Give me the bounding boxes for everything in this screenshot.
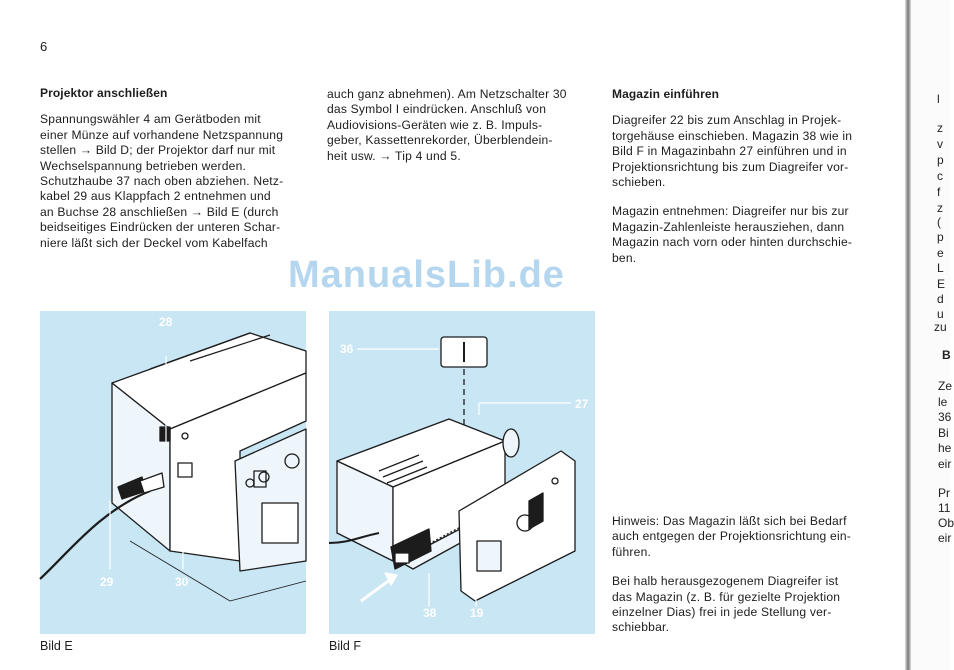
text-line: Magazin-Zahlenleiste herausziehen, dann: [612, 219, 845, 234]
text-line: Bei halb herausgezogenem Diagreifer ist: [612, 574, 839, 589]
text-line: führen.: [612, 544, 652, 559]
section-heading-projektor: Projektor anschließen: [40, 86, 168, 100]
next-page-fragment: L: [937, 261, 944, 275]
figure-f-label-c: 38: [423, 606, 437, 620]
text-line: das Symbol I eindrücken. Anschluß von: [327, 102, 547, 117]
next-page-fragment: f: [937, 185, 941, 199]
text-line: schieben.: [612, 175, 666, 190]
text-line: einer Münze auf vorhandene Netzspannung: [40, 127, 284, 142]
next-page-fragment: le: [938, 395, 948, 409]
text-line: torgehäuse einschieben. Magazin 38 wie in: [612, 128, 853, 143]
next-page-fragment: Pr: [938, 486, 950, 500]
column-3-lower: [612, 514, 880, 636]
page-number: 6: [40, 39, 48, 54]
paragraph-hinweis: [612, 514, 880, 560]
next-page-fragment: 36: [938, 410, 952, 424]
text-line: niere läßt sich der Deckel vom Kabelfach: [40, 235, 268, 250]
next-page-fragment: c: [937, 169, 943, 183]
next-page-fragment: v: [937, 137, 943, 151]
paragraph-diagreifer: [612, 574, 880, 636]
text-line: Hinweis: Das Magazin läßt sich bei Bedarf: [612, 514, 847, 528]
column-1-paragraph: [40, 112, 306, 251]
next-page-fragment: u: [937, 307, 944, 321]
figure-e-label-a: 28: [159, 315, 173, 329]
text-line: Audiovisions-Geräten wie z. B. Impuls-: [327, 117, 543, 132]
figure-f-label-d: 19: [470, 606, 484, 620]
figure-e-label-b: 29: [100, 575, 114, 589]
next-page-fragment: z: [937, 201, 943, 215]
watermark: ManualsLib.de: [288, 254, 565, 296]
column-2: [327, 87, 593, 164]
next-page-fragment: eir: [938, 457, 952, 471]
text-line: das Magazin (z. B. für gezielte Projektion: [612, 589, 841, 604]
text-line: einzelner Dias) frei in jede Stellung ver-: [612, 605, 832, 620]
next-page-fragment: Ze: [938, 379, 953, 393]
next-page-fragment: p: [937, 153, 944, 167]
figure-f-label-b: 27: [575, 397, 589, 411]
figure-f-illustration: [329, 311, 595, 634]
text-line: Magazin entnehmen: Diagreifer nur bis zur: [612, 204, 849, 219]
next-page-fragment: eir: [938, 531, 952, 545]
paragraph-einfuehren: [612, 113, 880, 190]
next-page-fragment: Bi: [938, 426, 949, 440]
next-page-fragment: B: [942, 348, 951, 362]
figure-e-label-c: 30: [175, 575, 189, 589]
text-line: kabel 29 aus Klappfach 2 entnehmen und: [40, 189, 271, 204]
text-line: Magazin nach vorn oder hinten durchschie-: [612, 235, 853, 250]
text-line: Schutzhaube 37 nach oben abziehen. Netz-: [40, 174, 284, 189]
next-page-fragment: zu: [934, 320, 947, 334]
next-page-fragment: e: [937, 246, 944, 260]
column-3: [612, 87, 880, 266]
text-line: ben.: [612, 250, 637, 265]
next-page-fragment: E: [937, 277, 946, 291]
next-page-fragment: 11: [938, 501, 951, 515]
text-line: schiebbar.: [612, 620, 670, 635]
text-line: auch ganz abnehmen). Am Netzschalter 30: [327, 87, 567, 101]
text-line: beidseitiges Eindrücken der unteren Schar-: [40, 220, 281, 235]
text-line: auch entgegen der Projektionsrichtung ein-: [612, 529, 852, 544]
next-page-fragment: (: [937, 215, 941, 229]
text-line: Bild F in Magazinbahn 27 einführen und in: [612, 144, 847, 159]
text-line: an Buchse 28 anschließen → Bild E (durch: [40, 204, 279, 219]
next-page-edge: [911, 0, 954, 670]
next-page-fragment: l: [937, 92, 940, 106]
text-line: Spannungswähler 4 am Gerätboden mit: [40, 112, 261, 127]
text-line: stellen → Bild D; der Projektor darf nur mit: [40, 143, 276, 158]
figure-f-caption: Bild F: [329, 639, 361, 653]
text-line: Diagreifer 22 bis zum Anschlag in Projek-: [612, 113, 842, 128]
next-page-fragment: Ob: [938, 516, 954, 530]
text-line: Projektionsrichtung bis zum Diagreifer vor-: [612, 159, 849, 174]
figure-e-illustration: [40, 311, 306, 634]
figure-e-caption: Bild E: [40, 639, 73, 653]
column-1: [40, 86, 306, 251]
text-line: geber, Kassettenrekorder, Überblendein-: [327, 133, 553, 148]
paragraph-entnehmen: [612, 204, 880, 266]
column-2-paragraph: [327, 87, 593, 164]
next-page-fragment: d: [937, 292, 944, 306]
text-line: Wechselspannung betrieben werden.: [40, 158, 247, 173]
text-line: heit usw. → Tip 4 und 5.: [327, 148, 461, 163]
section-heading-magazin: Magazin einführen: [612, 87, 720, 101]
next-page-fragment: z: [937, 121, 943, 135]
next-page-fragment: p: [937, 230, 944, 244]
next-page-fragment: he: [938, 441, 952, 455]
figure-f-label-a: 36: [340, 342, 354, 356]
